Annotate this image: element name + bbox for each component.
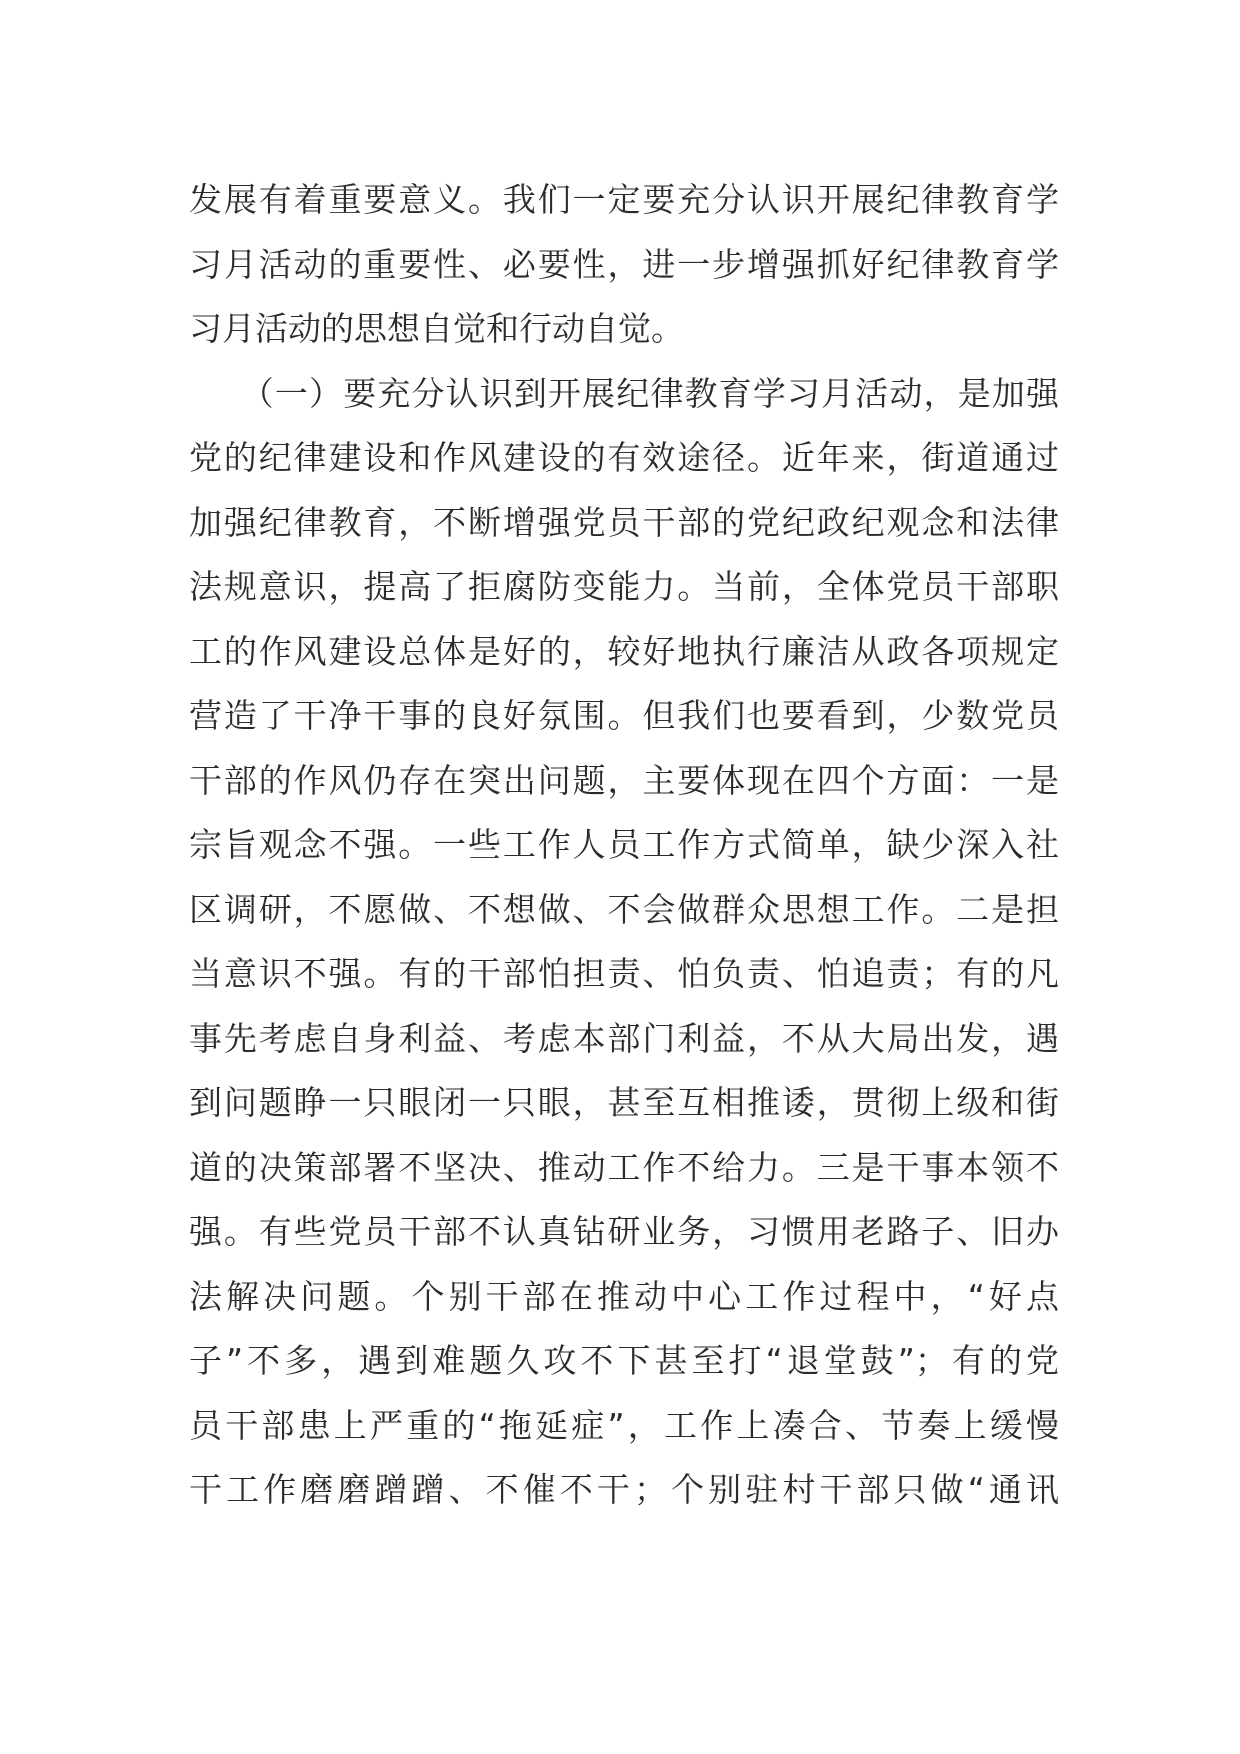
text-line: 加强纪律教育，不断增强党员干部的党纪政纪观念和法律	[189, 502, 1059, 542]
text-line: 道的决策部署不坚决、推动工作不给力。三是干事本领不	[189, 1147, 1059, 1187]
text-line: 子”不多，遇到难题久攻不下甚至打“退堂鼓”；有的党	[189, 1341, 1059, 1380]
text-line: 法解决问题。个别干部在推动中心工作过程中，“好点	[189, 1276, 1059, 1316]
body-text	[189, 168, 1059, 1523]
text-line: 强。有些党员干部不认真钻研业务，习惯用老路子、旧办	[189, 1212, 1059, 1251]
text-line: 发展有着重要意义。我们一定要充分认识开展纪律教育学	[189, 180, 1059, 219]
text-line: 当意识不强。有的干部怕担责、怕负责、怕追责；有的凡	[189, 954, 1059, 993]
text-line: 法规意识，提高了拒腐防变能力。当前，全体党员干部职	[189, 567, 1059, 606]
text-line: 事先考虑自身利益、考虑本部门利益，不从大局出发，遇	[189, 1018, 1059, 1058]
text-line: 习月活动的重要性、必要性，进一步增强抓好纪律教育学	[189, 244, 1059, 284]
text-line: 习月活动的思想自觉和行动自觉。	[189, 309, 684, 348]
text-line: 宗旨观念不强。一些工作人员工作方式简单，缺少深入社	[189, 825, 1059, 864]
text-line: 到问题睁一只眼闭一只眼，甚至互相推诿，贯彻上级和街	[189, 1083, 1059, 1122]
text-line: 区调研，不愿做、不想做、不会做群众思想工作。二是担	[189, 889, 1059, 929]
text-line: 党的纪律建设和作风建设的有效途径。近年来，街道通过	[189, 438, 1059, 477]
text-line: 干工作磨磨蹭蹭、不催不干；个别驻村干部只做“通讯	[189, 1470, 1059, 1509]
text-line: 员干部患上严重的“拖延症”，工作上凑合、节奏上缓慢	[189, 1405, 1059, 1445]
text-line: 干部的作风仍存在突出问题，主要体现在四个方面：一是	[189, 760, 1059, 800]
section-heading-line: （一）要充分认识到开展纪律教育学习月活动，是加强	[189, 373, 1059, 413]
text-line: 营造了干净干事的良好氛围。但我们也要看到，少数党员	[189, 696, 1059, 735]
text-line: 工的作风建设总体是好的，较好地执行廉洁从政各项规定	[189, 631, 1059, 671]
